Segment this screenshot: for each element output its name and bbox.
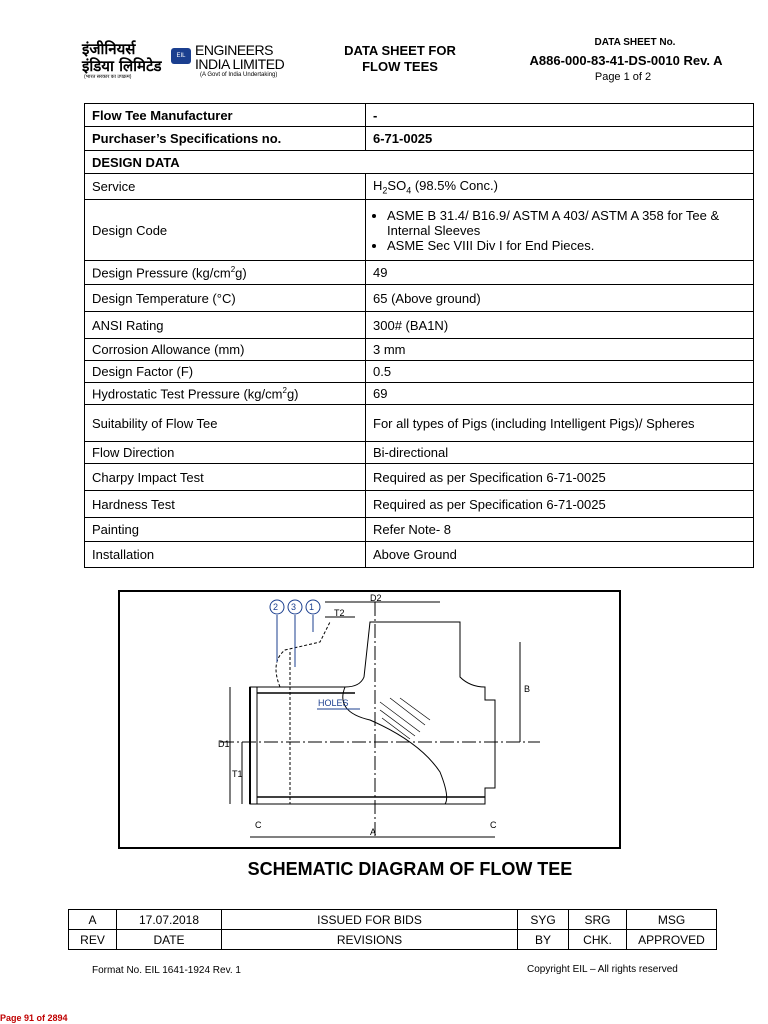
callout-2: 2	[273, 602, 279, 612]
table-row	[85, 200, 754, 261]
table-row	[85, 491, 754, 518]
by-header: BY	[518, 930, 569, 950]
design-pressure-label: Design Pressure $(kg/cm^2g)$	[85, 261, 366, 285]
logo-english-line1: ENGINEERS	[195, 42, 273, 58]
chk-cell: SRG	[569, 910, 627, 930]
design-code-value	[366, 200, 754, 261]
holes-hatch	[380, 698, 430, 739]
design-pressure-value: 49	[366, 261, 754, 285]
design-data-table	[84, 103, 754, 568]
logo-hindi-line1: इंजीनियर्स	[82, 40, 136, 58]
by-cell: SYG	[518, 910, 569, 930]
painting-label: Painting	[85, 518, 366, 542]
purchaser-spec-label: Purchaser’s Specifications no.	[85, 127, 366, 151]
table-row	[85, 174, 754, 200]
date-header: DATE	[117, 930, 222, 950]
design-temperature-label: Design Temperature (°C)	[85, 285, 366, 312]
title-line2: FLOW TEES	[362, 59, 438, 74]
table-row	[85, 405, 754, 442]
page-number: Page 1 of 2	[594, 71, 652, 83]
title-line1: DATA SHEET FOR	[344, 43, 456, 58]
list-item: • ASME B 31.4/ B16.9/ ASTM A 403/ ASTM A 358 for Tee & Internal Sleeves	[387, 208, 746, 238]
design-temperature-value: 65 (Above ground)	[366, 285, 754, 312]
suitability-value: For all types of Pigs (including Intelligent Pigs)/ Spheres	[366, 405, 754, 442]
table-row	[85, 542, 754, 568]
page-counter: Page 91 of 2894	[0, 1013, 68, 1023]
hardness-label: Hardness Test	[85, 491, 366, 518]
hardness-value: Required as per Specification 6-71-0025	[366, 491, 754, 518]
date-cell: 17.07.2018	[117, 910, 222, 930]
design-data-heading: DESIGN DATA	[85, 151, 754, 174]
service-value: $H_2SO_4$ (98.5% Conc.)	[366, 174, 754, 200]
table-row	[85, 339, 754, 361]
table-row	[85, 383, 754, 405]
table-row	[85, 151, 754, 174]
ansi-rating-label: ANSI Rating	[85, 312, 366, 339]
flow-tee-drawing	[120, 592, 619, 847]
revision-table	[68, 909, 717, 950]
dim-c-right-label: C	[490, 820, 497, 830]
design-factor-value: 0.5	[366, 361, 754, 383]
table-row	[85, 127, 754, 151]
callout-1: 1	[309, 602, 315, 612]
approved-header: APPROVED	[627, 930, 717, 950]
design-factor-label: Design Factor (F)	[85, 361, 366, 383]
approved-cell: MSG	[627, 910, 717, 930]
table-row	[85, 285, 754, 312]
corrosion-allowance-value: 3 mm	[366, 339, 754, 361]
dim-c-left-label: C	[255, 820, 262, 830]
dim-d2-label: D2	[370, 593, 382, 603]
table-row	[69, 930, 717, 950]
dim-d1-label: D1	[218, 739, 230, 749]
callout-3: 3	[291, 602, 297, 612]
data-sheet-number: A886-000-83-41-DS-0010 Rev. A	[529, 53, 723, 68]
table-row	[85, 361, 754, 383]
installation-label: Installation	[85, 542, 366, 568]
data-sheet-label: DATA SHEET No.	[594, 37, 676, 48]
document-title	[320, 43, 480, 75]
hydro-test-label: Hydrostatic Test Pressure $(kg/cm^2g)$	[85, 383, 366, 405]
corrosion-allowance-label: Corrosion Allowance (mm)	[85, 339, 366, 361]
table-row	[85, 518, 754, 542]
revisions-header: REVISIONS	[222, 930, 518, 950]
copyright-notice: Copyright EIL – All rights reserved	[527, 964, 678, 975]
chk-header: CHK.	[569, 930, 627, 950]
suitability-label: Suitability of Flow Tee	[85, 405, 366, 442]
logo-badge: EIL	[171, 48, 191, 64]
table-row	[85, 312, 754, 339]
table-row	[85, 464, 754, 491]
charpy-value: Required as per Specification 6-71-0025	[366, 464, 754, 491]
logo-hindi-line2: इंडिया लिमिटेड	[82, 57, 162, 75]
list-item: • ASME Sec VIII Div I for End Pieces.	[387, 238, 746, 253]
rev-cell: A	[69, 910, 117, 930]
painting-value: Refer Note- 8	[366, 518, 754, 542]
schematic-diagram	[118, 590, 621, 849]
logo-hindi-tagline: (भारत सरकार का उपक्रम)	[84, 74, 132, 80]
manufacturer-value: -	[366, 104, 754, 127]
flow-direction-label: Flow Direction	[85, 442, 366, 464]
design-code-label: Design Code	[85, 200, 366, 261]
schematic-title: SCHEMATIC DIAGRAM OF FLOW TEE	[247, 859, 573, 879]
purchaser-spec-value: 6-71-0025	[366, 127, 754, 151]
manufacturer-label: Flow Tee Manufacturer	[85, 104, 366, 127]
format-number: Format No. EIL 1641-1924 Rev. 1	[92, 965, 241, 976]
logo-english-line2: INDIA LIMITED	[195, 56, 285, 72]
dim-b-label: B	[524, 684, 531, 694]
charpy-label: Charpy Impact Test	[85, 464, 366, 491]
table-row	[85, 104, 754, 127]
dim-t2-label: T2	[334, 608, 345, 618]
design-code-list	[373, 208, 746, 253]
table-row	[85, 442, 754, 464]
logo-english-tagline: (A Govt of India Undertaking)	[200, 72, 278, 78]
installation-value: Above Ground	[366, 542, 754, 568]
table-row	[85, 261, 754, 285]
ansi-rating-value: 300# (BA1N)	[366, 312, 754, 339]
flow-direction-value: Bi-directional	[366, 442, 754, 464]
holes-label: HOLES	[318, 698, 349, 708]
hydro-test-value: 69	[366, 383, 754, 405]
table-row	[69, 910, 717, 930]
service-label: Service	[85, 174, 366, 200]
dim-t1-label: T1	[232, 769, 243, 779]
rev-header: REV	[69, 930, 117, 950]
company-logo	[82, 40, 297, 80]
dim-a-label: A	[370, 827, 377, 837]
revision-desc-cell: ISSUED FOR BIDS	[222, 910, 518, 930]
